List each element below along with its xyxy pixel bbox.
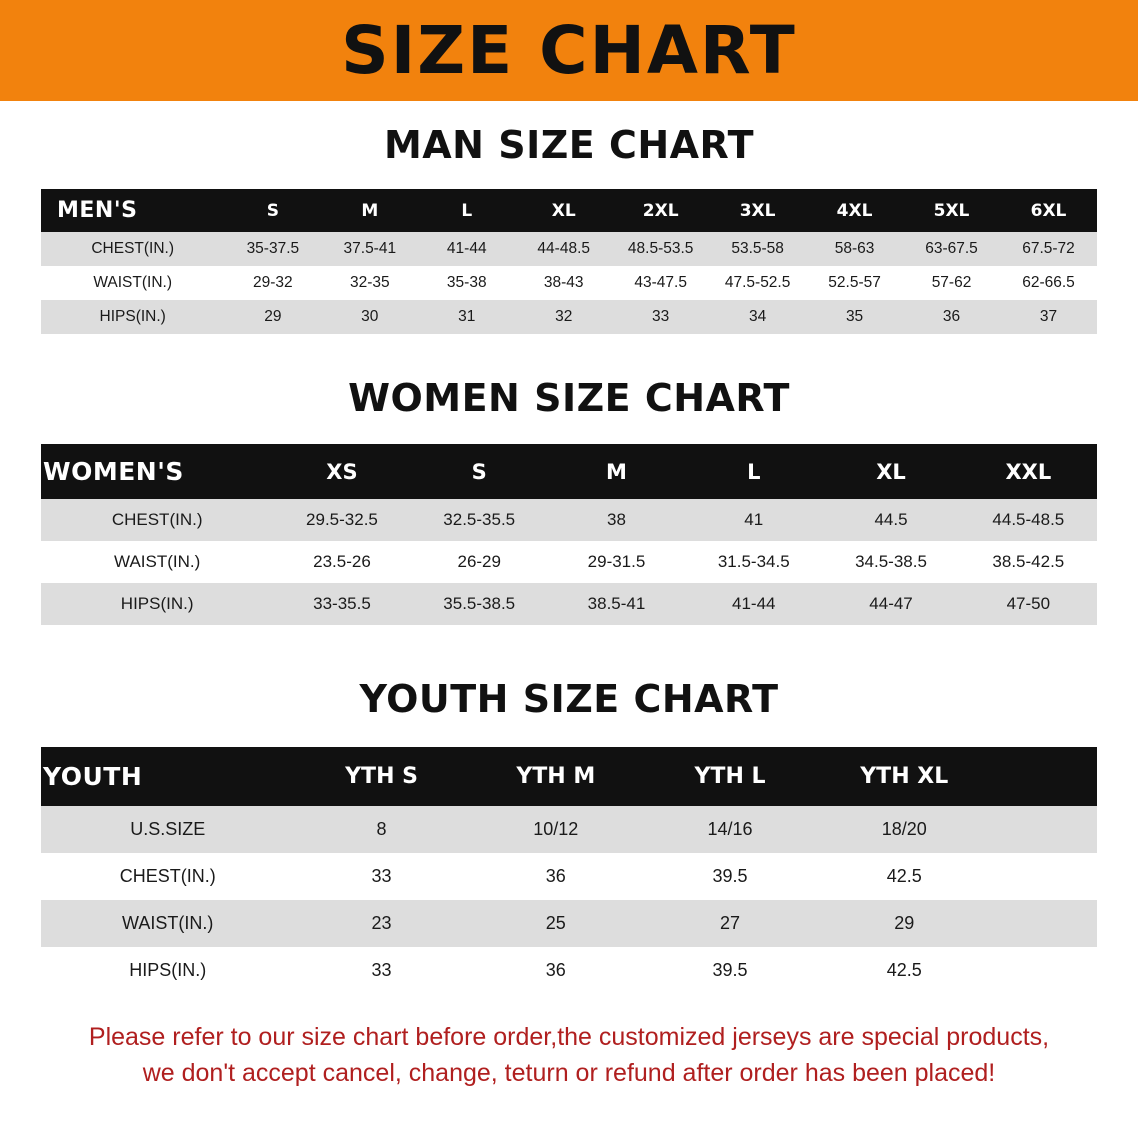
youth-header-xl: YTH XL bbox=[817, 747, 991, 806]
table-cell: 29 bbox=[817, 900, 991, 947]
table-cell: 30 bbox=[321, 300, 418, 334]
table-header-row bbox=[41, 444, 1097, 499]
women-header-l: L bbox=[685, 444, 822, 499]
men-header-xl: XL bbox=[515, 189, 612, 232]
man-section-title: MAN SIZE CHART bbox=[383, 123, 755, 167]
disclaimer-line-1: Please refer to our size chart before order,the customized jerseys are special products, bbox=[88, 1023, 1050, 1051]
table-cell: 42.5 bbox=[817, 853, 991, 900]
men-header-m: M bbox=[321, 189, 418, 232]
page-title: SIZE CHART bbox=[341, 11, 797, 89]
women-header-xs: XS bbox=[273, 444, 410, 499]
table-cell: 62-66.5 bbox=[1000, 266, 1097, 300]
table-cell: 44-47 bbox=[822, 583, 959, 625]
table-cell: 41 bbox=[685, 499, 822, 541]
men-header-s: S bbox=[224, 189, 321, 232]
table-cell: 57-62 bbox=[903, 266, 1000, 300]
table-cell: 44.5 bbox=[822, 499, 959, 541]
table-cell: 29.5-32.5 bbox=[273, 499, 410, 541]
table-cell: 29-32 bbox=[224, 266, 321, 300]
youth-size-table bbox=[41, 747, 1097, 994]
table-cell-spacer bbox=[991, 853, 1097, 900]
table-cell: 37 bbox=[1000, 300, 1097, 334]
youth-row-label-us-size: U.S.SIZE bbox=[41, 806, 294, 853]
women-header-xl: XL bbox=[822, 444, 959, 499]
man-size-table-wrapper bbox=[41, 189, 1097, 334]
women-header-m: M bbox=[548, 444, 685, 499]
table-cell: 35-37.5 bbox=[224, 232, 321, 266]
table-cell: 33 bbox=[294, 853, 468, 900]
table-cell: 43-47.5 bbox=[612, 266, 709, 300]
youth-header-m: YTH M bbox=[469, 747, 643, 806]
table-cell: 53.5-58 bbox=[709, 232, 806, 266]
men-row-label-hips: HIPS(IN.) bbox=[41, 300, 224, 334]
table-row bbox=[41, 300, 1097, 334]
table-cell: 32.5-35.5 bbox=[411, 499, 548, 541]
table-cell: 35.5-38.5 bbox=[411, 583, 548, 625]
table-cell: 42.5 bbox=[817, 947, 991, 994]
table-cell-spacer bbox=[991, 900, 1097, 947]
women-header-label: WOMEN'S bbox=[41, 444, 273, 499]
youth-size-table-wrapper bbox=[41, 747, 1097, 994]
men-header-2xl: 2XL bbox=[612, 189, 709, 232]
table-cell: 48.5-53.5 bbox=[612, 232, 709, 266]
youth-header-s: YTH S bbox=[294, 747, 468, 806]
header-banner bbox=[0, 0, 1138, 101]
men-header-l: L bbox=[418, 189, 515, 232]
table-cell: 33-35.5 bbox=[273, 583, 410, 625]
women-size-table bbox=[41, 444, 1097, 625]
youth-header-l: YTH L bbox=[643, 747, 817, 806]
table-cell: 44.5-48.5 bbox=[960, 499, 1097, 541]
youth-header-spacer bbox=[991, 747, 1097, 806]
table-cell: 27 bbox=[643, 900, 817, 947]
men-header-label: MEN'S bbox=[41, 189, 224, 232]
table-cell: 32-35 bbox=[321, 266, 418, 300]
women-header-s: S bbox=[411, 444, 548, 499]
table-cell: 67.5-72 bbox=[1000, 232, 1097, 266]
table-row bbox=[41, 806, 1097, 853]
table-cell: 23.5-26 bbox=[273, 541, 410, 583]
table-cell: 52.5-57 bbox=[806, 266, 903, 300]
men-header-6xl: 6XL bbox=[1000, 189, 1097, 232]
table-cell: 47.5-52.5 bbox=[709, 266, 806, 300]
men-header-4xl: 4XL bbox=[806, 189, 903, 232]
disclaimer-line-2: we don't accept cancel, change, teturn or refund after order has been placed! bbox=[142, 1058, 996, 1087]
table-row bbox=[41, 499, 1097, 541]
table-cell: 36 bbox=[469, 853, 643, 900]
table-cell: 47-50 bbox=[960, 583, 1097, 625]
youth-row-label-waist: WAIST(IN.) bbox=[41, 900, 294, 947]
table-cell: 39.5 bbox=[643, 947, 817, 994]
table-cell: 25 bbox=[469, 900, 643, 947]
table-cell: 58-63 bbox=[806, 232, 903, 266]
table-header-row bbox=[41, 189, 1097, 232]
women-size-table-wrapper bbox=[41, 444, 1097, 625]
table-row bbox=[41, 266, 1097, 300]
men-header-5xl: 5XL bbox=[903, 189, 1000, 232]
table-cell: 38.5-42.5 bbox=[960, 541, 1097, 583]
table-cell: 41-44 bbox=[685, 583, 822, 625]
women-header-xxl: XXL bbox=[960, 444, 1097, 499]
women-row-label-waist: WAIST(IN.) bbox=[41, 541, 273, 583]
table-row bbox=[41, 541, 1097, 583]
table-cell: 44-48.5 bbox=[515, 232, 612, 266]
table-cell: 26-29 bbox=[411, 541, 548, 583]
table-cell: 33 bbox=[612, 300, 709, 334]
men-row-label-waist: WAIST(IN.) bbox=[41, 266, 224, 300]
table-row bbox=[41, 583, 1097, 625]
table-cell-spacer bbox=[991, 947, 1097, 994]
men-row-label-chest: CHEST(IN.) bbox=[41, 232, 224, 266]
table-cell: 36 bbox=[903, 300, 1000, 334]
table-cell-spacer bbox=[991, 806, 1097, 853]
table-header-row bbox=[41, 747, 1097, 806]
table-cell: 10/12 bbox=[469, 806, 643, 853]
table-cell: 36 bbox=[469, 947, 643, 994]
table-cell: 23 bbox=[294, 900, 468, 947]
table-cell: 31 bbox=[418, 300, 515, 334]
table-cell: 33 bbox=[294, 947, 468, 994]
women-row-label-hips: HIPS(IN.) bbox=[41, 583, 273, 625]
youth-header-label: YOUTH bbox=[41, 747, 294, 806]
table-cell: 38-43 bbox=[515, 266, 612, 300]
table-row bbox=[41, 853, 1097, 900]
table-cell: 8 bbox=[294, 806, 468, 853]
table-cell: 38.5-41 bbox=[548, 583, 685, 625]
youth-section-title: YOUTH SIZE CHART bbox=[359, 677, 779, 721]
table-cell: 34.5-38.5 bbox=[822, 541, 959, 583]
youth-row-label-chest: CHEST(IN.) bbox=[41, 853, 294, 900]
table-cell: 31.5-34.5 bbox=[685, 541, 822, 583]
table-cell: 18/20 bbox=[817, 806, 991, 853]
table-cell: 29-31.5 bbox=[548, 541, 685, 583]
table-cell: 34 bbox=[709, 300, 806, 334]
table-cell: 41-44 bbox=[418, 232, 515, 266]
women-row-label-chest: CHEST(IN.) bbox=[41, 499, 273, 541]
table-cell: 39.5 bbox=[643, 853, 817, 900]
table-cell: 32 bbox=[515, 300, 612, 334]
table-cell: 37.5-41 bbox=[321, 232, 418, 266]
man-size-table bbox=[41, 189, 1097, 334]
table-row bbox=[41, 900, 1097, 947]
table-cell: 29 bbox=[224, 300, 321, 334]
table-row bbox=[41, 947, 1097, 994]
disclaimer-note bbox=[37, 1020, 1101, 1091]
women-section-title: WOMEN SIZE CHART bbox=[348, 376, 790, 420]
table-cell: 63-67.5 bbox=[903, 232, 1000, 266]
youth-row-label-hips: HIPS(IN.) bbox=[41, 947, 294, 994]
table-cell: 14/16 bbox=[643, 806, 817, 853]
men-header-3xl: 3XL bbox=[709, 189, 806, 232]
table-cell: 35 bbox=[806, 300, 903, 334]
table-cell: 38 bbox=[548, 499, 685, 541]
table-cell: 35-38 bbox=[418, 266, 515, 300]
table-row bbox=[41, 232, 1097, 266]
